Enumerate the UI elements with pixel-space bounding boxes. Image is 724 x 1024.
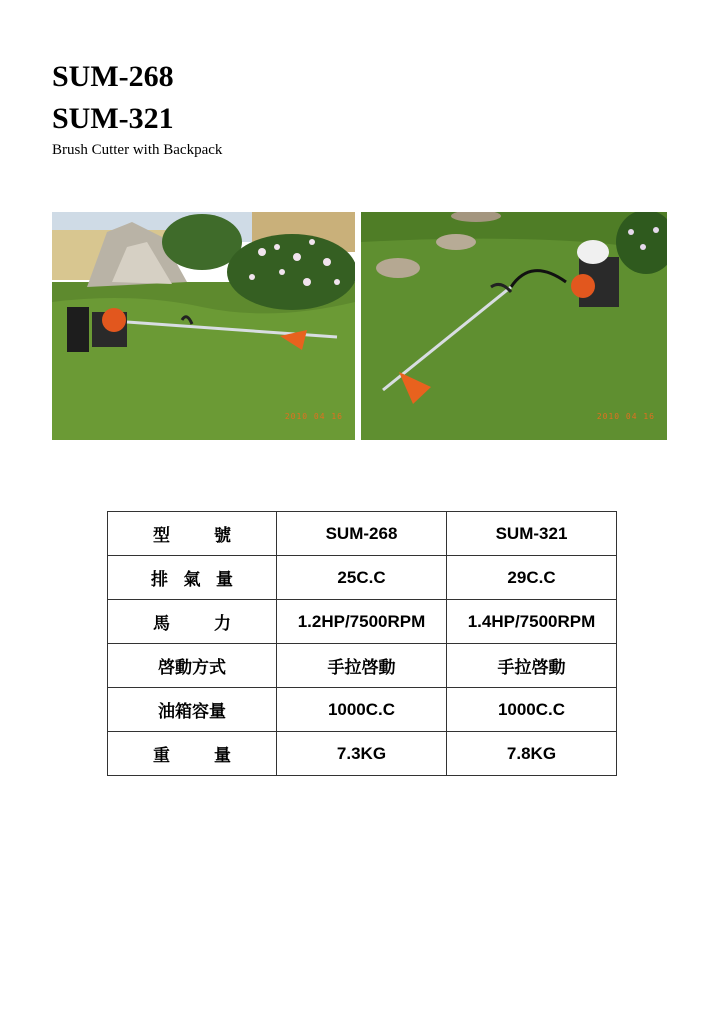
spec-value-sum-268: 1.2HP/7500RPM: [277, 600, 447, 644]
spec-label-char: 量: [214, 746, 231, 765]
spec-value-sum-268: 1000C.C: [277, 688, 447, 732]
spec-label-text: [108, 565, 276, 590]
spec-row: [108, 688, 617, 732]
spec-value-sum-268: 手拉啓動: [277, 644, 447, 688]
spec-row-label: [108, 556, 277, 600]
spec-table: [107, 511, 617, 776]
spec-label-char: 馬: [153, 614, 170, 633]
product-photo-sum-321: [361, 212, 667, 440]
spec-row-label: [108, 600, 277, 644]
spec-row: [108, 600, 617, 644]
spec-label-char: 力: [214, 614, 231, 633]
model-title-1: SUM-268: [52, 60, 174, 93]
spec-row: [108, 732, 617, 776]
spec-row-label: [108, 512, 277, 556]
photo-illustration: [52, 212, 355, 440]
spec-value-sum-321: 手拉啓動: [447, 644, 617, 688]
spec-col-header-2: SUM-321: [447, 512, 617, 556]
spec-row-label: [108, 732, 277, 776]
spec-row: [108, 644, 617, 688]
spec-row-label: 啓動方式: [108, 644, 277, 688]
spec-label-text: [108, 521, 276, 546]
spec-value-sum-268: 25C.C: [277, 556, 447, 600]
spec-label-char: 氣: [183, 570, 201, 589]
spec-value-sum-268: 7.3KG: [277, 732, 447, 776]
spec-label-char: 量: [216, 570, 233, 589]
spec-row-label: 油箱容量: [108, 688, 277, 732]
model-title-2: SUM-321: [52, 102, 174, 135]
spec-label-char: 排: [151, 570, 168, 589]
spec-label-char: 重: [153, 746, 170, 765]
spec-col-header-1: SUM-268: [277, 512, 447, 556]
spec-label-char: 型: [153, 526, 170, 545]
spec-label-text: [108, 741, 276, 766]
spec-value-sum-321: 1000C.C: [447, 688, 617, 732]
product-subtitle: Brush Cutter with Backpack: [52, 142, 223, 158]
spec-value-sum-321: 7.8KG: [447, 732, 617, 776]
photo-date-stamp: 2010 04 16: [596, 412, 655, 421]
spec-header-row: [108, 512, 617, 556]
photo-date-stamp: 2010 04 16: [284, 412, 343, 421]
spec-value-sum-321: 1.4HP/7500RPM: [447, 600, 617, 644]
product-photo-sum-268: [52, 212, 355, 440]
spec-label-char: 號: [214, 526, 231, 545]
spec-row: [108, 556, 617, 600]
spec-value-sum-321: 29C.C: [447, 556, 617, 600]
photo-illustration: [361, 212, 667, 440]
spec-label-text: [108, 609, 276, 634]
